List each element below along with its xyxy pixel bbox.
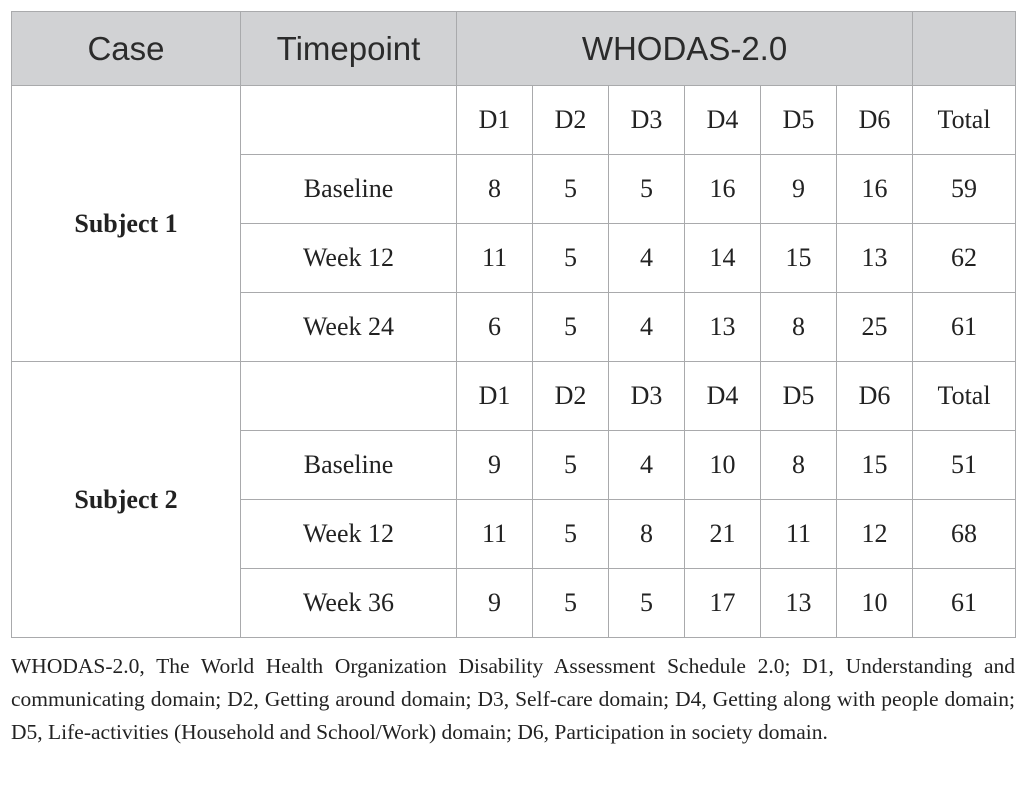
timepoint-cell: Week 36 — [241, 569, 457, 638]
score-cell: 4 — [609, 293, 685, 362]
score-cell: 5 — [533, 569, 609, 638]
subject-name: Subject 2 — [12, 362, 241, 638]
timepoint-empty — [241, 86, 457, 155]
table-footnote: WHODAS-2.0, The World Health Organization Disability Assessment Schedule 2.0; D1, Understanding and communicating domain; D2, Getting around domain; D3, Self-care domain; D4, Getting along with people domain; D5, Life-activities (Household and School/Work) domain; D6, Participation in society domain. — [11, 654, 1015, 744]
domain-label: D6 — [837, 362, 913, 431]
score-cell: 5 — [533, 224, 609, 293]
score-cell: 8 — [761, 293, 837, 362]
total-cell: 51 — [913, 431, 1016, 500]
total-cell: 68 — [913, 500, 1016, 569]
domain-label: D5 — [761, 86, 837, 155]
score-cell: 8 — [609, 500, 685, 569]
score-cell: 11 — [457, 224, 533, 293]
score-cell: 13 — [685, 293, 761, 362]
domain-label: Total — [913, 86, 1016, 155]
total-cell: 62 — [913, 224, 1016, 293]
header-empty — [913, 12, 1016, 86]
score-cell: 5 — [533, 155, 609, 224]
header-timepoint: Timepoint — [241, 12, 457, 86]
header-case: Case — [12, 12, 241, 86]
domain-label: D2 — [533, 86, 609, 155]
domain-label: D6 — [837, 86, 913, 155]
score-cell: 16 — [837, 155, 913, 224]
score-cell: 21 — [685, 500, 761, 569]
subject-name: Subject 1 — [12, 86, 241, 362]
score-cell: 9 — [457, 569, 533, 638]
domain-label: Total — [913, 362, 1016, 431]
domain-label-row — [12, 86, 1016, 155]
score-cell: 15 — [837, 431, 913, 500]
total-cell: 61 — [913, 569, 1016, 638]
domain-label-row — [12, 362, 1016, 431]
score-cell: 9 — [457, 431, 533, 500]
table-header-row — [12, 12, 1016, 86]
score-cell: 6 — [457, 293, 533, 362]
domain-label: D3 — [609, 362, 685, 431]
score-cell: 16 — [685, 155, 761, 224]
score-cell: 5 — [533, 293, 609, 362]
timepoint-cell: Week 12 — [241, 500, 457, 569]
score-cell: 4 — [609, 431, 685, 500]
domain-label: D2 — [533, 362, 609, 431]
score-cell: 12 — [837, 500, 913, 569]
score-cell: 13 — [837, 224, 913, 293]
score-cell: 8 — [457, 155, 533, 224]
total-cell: 59 — [913, 155, 1016, 224]
domain-label: D3 — [609, 86, 685, 155]
domain-label: D5 — [761, 362, 837, 431]
timepoint-empty — [241, 362, 457, 431]
domain-label: D1 — [457, 362, 533, 431]
score-cell: 14 — [685, 224, 761, 293]
score-cell: 17 — [685, 569, 761, 638]
score-cell: 4 — [609, 224, 685, 293]
timepoint-cell: Baseline — [241, 431, 457, 500]
timepoint-cell: Baseline — [241, 155, 457, 224]
score-cell: 9 — [761, 155, 837, 224]
header-measure: WHODAS-2.0 — [457, 12, 913, 86]
domain-label: D1 — [457, 86, 533, 155]
domain-label: D4 — [685, 362, 761, 431]
score-cell: 10 — [837, 569, 913, 638]
score-cell: 11 — [761, 500, 837, 569]
domain-label: D4 — [685, 86, 761, 155]
score-cell: 25 — [837, 293, 913, 362]
score-cell: 15 — [761, 224, 837, 293]
score-cell: 8 — [761, 431, 837, 500]
score-cell: 10 — [685, 431, 761, 500]
score-cell: 5 — [609, 569, 685, 638]
score-cell: 11 — [457, 500, 533, 569]
timepoint-cell: Week 24 — [241, 293, 457, 362]
score-cell: 13 — [761, 569, 837, 638]
score-cell: 5 — [533, 500, 609, 569]
whodas-results-table — [11, 11, 1016, 638]
score-cell: 5 — [609, 155, 685, 224]
total-cell: 61 — [913, 293, 1016, 362]
timepoint-cell: Week 12 — [241, 224, 457, 293]
score-cell: 5 — [533, 431, 609, 500]
